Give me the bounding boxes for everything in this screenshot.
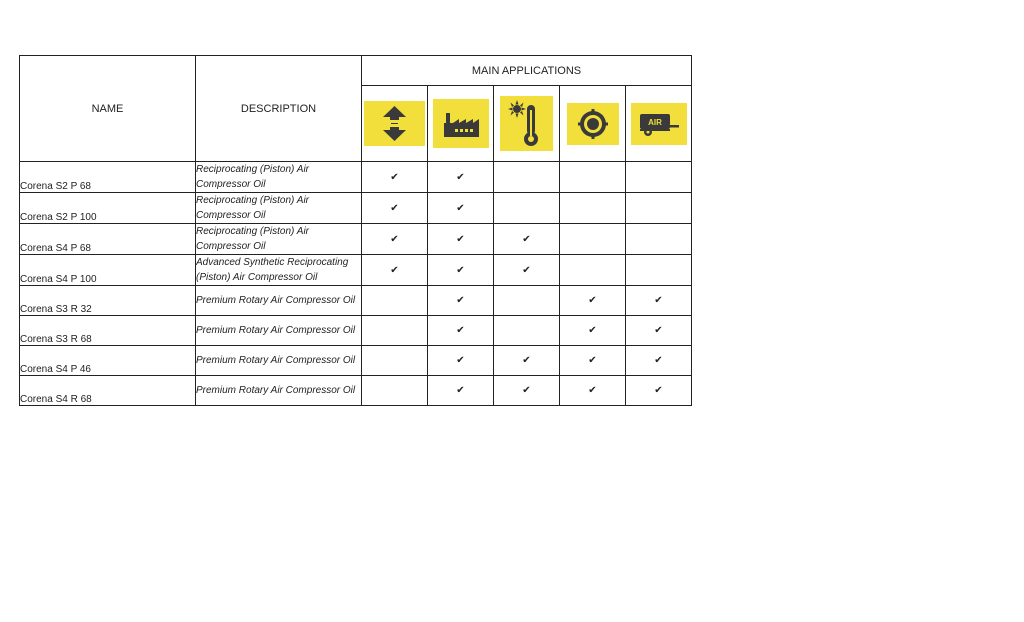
check-mark-icon: ✔: [390, 202, 399, 214]
air-label: AIR: [647, 117, 662, 127]
vertical-arrows-icon: [364, 101, 425, 146]
application-check-cell: [494, 346, 560, 376]
applications-table: [19, 55, 692, 406]
application-check-cell: [560, 316, 626, 346]
application-check-cell: [362, 286, 428, 316]
check-mark-icon: ✔: [588, 355, 597, 366]
check-mark-icon: ✔: [456, 385, 465, 396]
application-check-cell: [626, 162, 692, 193]
application-check-cell: [428, 376, 494, 406]
application-check-cell: [626, 224, 692, 255]
product-description: Reciprocating (Piston) Air Compressor Oil: [196, 193, 362, 224]
app-icon-cell-1: [362, 86, 428, 162]
app-icon-cell-3: [494, 86, 560, 162]
header-name: NAME: [20, 56, 196, 162]
factory-icon: [433, 99, 489, 148]
check-mark-icon: ✔: [654, 325, 663, 336]
application-check-cell: [362, 316, 428, 346]
application-check-cell: [494, 255, 560, 286]
check-mark-icon: ✔: [588, 385, 597, 396]
check-mark-icon: ✔: [390, 264, 399, 276]
check-mark-icon: ✔: [522, 233, 531, 245]
product-description: Advanced Synthetic Reciprocating (Piston) Air Compressor Oil: [196, 255, 362, 286]
product-description: Premium Rotary Air Compressor Oil: [196, 346, 362, 376]
application-check-cell: [428, 316, 494, 346]
application-check-cell: [494, 316, 560, 346]
product-name: Corena S4 P 100: [20, 255, 196, 286]
check-mark-icon: ✔: [654, 355, 663, 366]
product-description: Reciprocating (Piston) Air Compressor Oil: [196, 224, 362, 255]
application-check-cell: [494, 162, 560, 193]
check-mark-icon: ✔: [390, 233, 399, 245]
product-description: Premium Rotary Air Compressor Oil: [196, 316, 362, 346]
check-mark-icon: ✔: [456, 295, 465, 306]
application-check-cell: [362, 376, 428, 406]
app-icon-cell-5: [626, 86, 692, 162]
check-mark-icon: ✔: [654, 295, 663, 306]
product-name: Corena S4 P 46: [20, 346, 196, 376]
product-name: Corena S2 P 68: [20, 162, 196, 193]
check-mark-icon: ✔: [456, 202, 465, 214]
table-row: [20, 316, 692, 346]
rotary-circle-icon: [567, 103, 619, 145]
header-description: DESCRIPTION: [196, 56, 362, 162]
application-check-cell: [428, 255, 494, 286]
application-check-cell: [362, 193, 428, 224]
application-check-cell: [626, 346, 692, 376]
application-check-cell: [494, 286, 560, 316]
check-mark-icon: ✔: [390, 171, 399, 183]
table-row: [20, 255, 692, 286]
application-check-cell: [494, 193, 560, 224]
application-check-cell: [494, 376, 560, 406]
application-check-cell: [560, 162, 626, 193]
check-mark-icon: ✔: [456, 355, 465, 366]
application-check-cell: [560, 193, 626, 224]
check-mark-icon: ✔: [588, 295, 597, 306]
application-check-cell: [560, 224, 626, 255]
application-check-cell: [428, 162, 494, 193]
check-mark-icon: ✔: [588, 325, 597, 336]
application-check-cell: [626, 255, 692, 286]
check-mark-icon: ✔: [522, 355, 531, 366]
product-name: Corena S4 R 68: [20, 376, 196, 406]
product-description: Reciprocating (Piston) Air Compressor Oil: [196, 162, 362, 193]
application-check-cell: [560, 255, 626, 286]
application-check-cell: [494, 224, 560, 255]
air-trailer-icon: [631, 103, 687, 145]
application-check-cell: [626, 376, 692, 406]
product-name: Corena S2 P 100: [20, 193, 196, 224]
table-row: [20, 376, 692, 406]
application-check-cell: [428, 193, 494, 224]
application-check-cell: [428, 286, 494, 316]
table-row: [20, 224, 692, 255]
product-description: Premium Rotary Air Compressor Oil: [196, 286, 362, 316]
header-main-applications: MAIN APPLICATIONS: [362, 56, 692, 86]
table-row: [20, 193, 692, 224]
check-mark-icon: ✔: [522, 385, 531, 396]
application-check-cell: [428, 346, 494, 376]
application-check-cell: [626, 193, 692, 224]
application-check-cell: [362, 162, 428, 193]
check-mark-icon: ✔: [456, 233, 465, 245]
product-description: Premium Rotary Air Compressor Oil: [196, 376, 362, 406]
application-check-cell: [428, 224, 494, 255]
table-row: [20, 346, 692, 376]
app-icon-cell-4: [560, 86, 626, 162]
app-icon-cell-2: [428, 86, 494, 162]
product-name: Corena S4 P 68: [20, 224, 196, 255]
check-mark-icon: ✔: [456, 264, 465, 276]
application-check-cell: [362, 346, 428, 376]
check-mark-icon: ✔: [522, 264, 531, 276]
application-check-cell: [560, 286, 626, 316]
application-check-cell: [626, 316, 692, 346]
thermometer-sun-icon: [500, 96, 553, 151]
product-name: Corena S3 R 68: [20, 316, 196, 346]
product-name: Corena S3 R 32: [20, 286, 196, 316]
check-mark-icon: ✔: [456, 325, 465, 336]
table-row: [20, 286, 692, 316]
application-check-cell: [362, 224, 428, 255]
application-check-cell: [560, 346, 626, 376]
application-check-cell: [362, 255, 428, 286]
application-check-cell: [626, 286, 692, 316]
check-mark-icon: ✔: [654, 385, 663, 396]
table-row: [20, 162, 692, 193]
check-mark-icon: ✔: [456, 171, 465, 183]
application-check-cell: [560, 376, 626, 406]
